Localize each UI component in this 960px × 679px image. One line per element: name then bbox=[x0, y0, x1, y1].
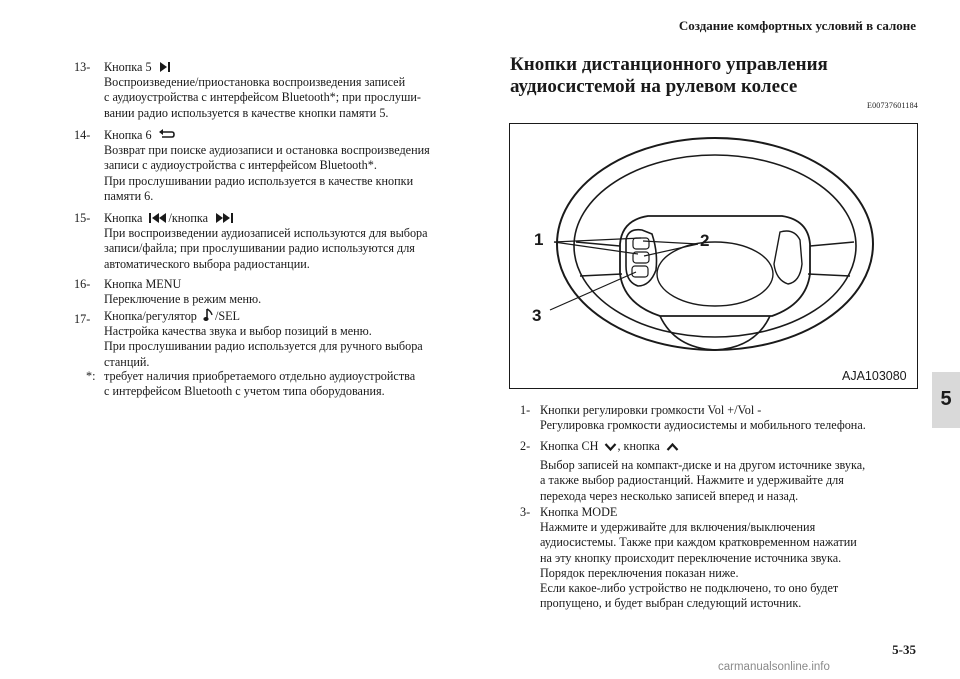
item-line: записи/файла; при прослушивании радио используются для bbox=[104, 241, 415, 256]
item-line: Кнопки регулировки громкости Vol +/Vol - bbox=[540, 403, 762, 417]
item-title: Кнопка 6 bbox=[104, 128, 152, 142]
running-head: Создание комфортных условий в салоне bbox=[678, 18, 916, 33]
item-line: станций. bbox=[104, 354, 150, 369]
item-line: автоматического выбора радиостанции. bbox=[104, 256, 310, 271]
section-title bbox=[510, 54, 920, 98]
callout-1: 1 bbox=[534, 230, 544, 249]
item-title: Кнопка CH bbox=[540, 439, 599, 453]
chapter-tab: 5 bbox=[932, 372, 960, 428]
page-number: 5-35 bbox=[892, 642, 916, 657]
item-number: 1- bbox=[520, 403, 531, 417]
footnote-mark: *: bbox=[86, 369, 96, 383]
return-icon bbox=[158, 128, 176, 141]
item-line: записи с аудиоустройства с интерфейсом Bluetooth*. bbox=[104, 158, 377, 173]
item-line: При прослушивании радио используется в качестве кнопки bbox=[104, 173, 414, 188]
section-title-line: аудиосистемой на рулевом колесе bbox=[510, 76, 798, 97]
item-line: а также выбор радиостанций. Нажмите и удерживайте для bbox=[540, 473, 844, 488]
item-title-suffix: , кнопка bbox=[617, 439, 660, 453]
item-title: Кнопка/регулятор bbox=[104, 309, 197, 323]
item-line: памяти 6. bbox=[104, 188, 154, 203]
section-code: E00737601184 bbox=[867, 101, 918, 110]
watermark: carmanualsonline.info bbox=[718, 661, 830, 673]
item-line: пропущено, и будет выбран следующий источник. bbox=[540, 596, 802, 611]
item-line: с аудиоустройства с интерфейсом Bluetooth*; при прослуши- bbox=[104, 90, 421, 105]
item-number: 2- bbox=[520, 439, 531, 453]
item-number: 15- bbox=[74, 211, 91, 225]
item-line: При прослушивании радио используется для ручного выбора bbox=[104, 339, 423, 354]
callout-2: 2 bbox=[700, 231, 710, 250]
item-line: Переключение в режим меню. bbox=[104, 292, 262, 307]
item-title-suffix: /кнопка bbox=[168, 211, 209, 225]
item-line: Выбор записей на компакт-диске и на другом источнике звука, bbox=[540, 458, 866, 473]
item-line: Возврат при поиске аудиозаписи и остановка воспроизведения bbox=[104, 143, 430, 158]
callout-3: 3 bbox=[532, 306, 542, 325]
item-number: 13- bbox=[74, 60, 91, 74]
previous-track-icon bbox=[148, 212, 168, 224]
item-line: Порядок переключения показан ниже. bbox=[540, 565, 739, 580]
item-number: 14- bbox=[74, 128, 91, 142]
item-line: Настройка качества звука и выбор позиций в меню. bbox=[104, 324, 372, 339]
chevron-up-icon bbox=[666, 442, 679, 452]
item-title: Кнопка MENU bbox=[104, 277, 182, 291]
item-line: Регулировка громкости аудиосистемы и мобильного телефона. bbox=[540, 418, 866, 433]
section-title-line: Кнопки дистанционного управления bbox=[510, 54, 828, 75]
item-line: Нажмите и удерживайте для включения/выключения bbox=[540, 520, 816, 535]
item-number: 3- bbox=[520, 505, 531, 519]
chevron-down-icon bbox=[604, 442, 617, 452]
item-line: Если какое-либо устройство не подключено, то оно будет bbox=[540, 581, 839, 596]
next-track-icon bbox=[214, 212, 234, 224]
item-number: 17- bbox=[74, 312, 91, 326]
figure-label: AJA103080 bbox=[842, 369, 907, 383]
item-line: аудиосистемы. Также при каждом кратковременном нажатии bbox=[540, 535, 857, 550]
note-icon bbox=[203, 308, 215, 322]
next-track-icon bbox=[158, 61, 172, 73]
footnote-line: требует наличия приобретаемого отдельно аудиоустройства bbox=[104, 369, 416, 383]
item-line: перехода через несколько записей вперед и назад. bbox=[540, 488, 799, 503]
steering-wheel-figure bbox=[509, 123, 918, 389]
item-title: Кнопка 5 bbox=[104, 60, 152, 74]
item-line: вании радио используется в качестве кнопки памяти 5. bbox=[104, 105, 389, 120]
item-number: 16- bbox=[74, 277, 91, 291]
footnote-line: с интерфейсом Bluetooth с учетом типа оборудования. bbox=[104, 384, 385, 399]
item-title: Кнопка bbox=[104, 211, 143, 225]
item-title-suffix: /SEL bbox=[214, 309, 241, 323]
item-title: Кнопка MODE bbox=[540, 505, 618, 519]
item-line: Воспроизведение/приостановка воспроизведения записей bbox=[104, 75, 406, 90]
item-line: на эту кнопку происходит переключение источника звука. bbox=[540, 550, 842, 565]
steering-wheel-icon bbox=[510, 124, 917, 388]
item-line: При воспроизведении аудиозаписей используются для выбора bbox=[104, 226, 428, 241]
